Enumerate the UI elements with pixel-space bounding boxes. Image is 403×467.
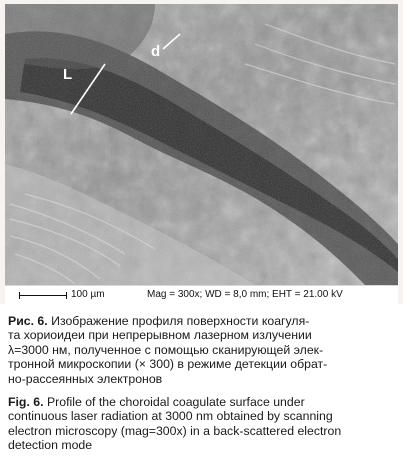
caption-en-line-1: Fig. 6. Profile of the choroidal coagulate surface under xyxy=(8,395,305,409)
sem-micrograph xyxy=(5,4,398,285)
caption-ru-line-5: но-рассеянных электронов xyxy=(8,371,163,386)
caption-ru-line-4: тронной микроскопии (× 300) в режиме детекции обрат- xyxy=(8,357,328,372)
caption-ru-line-2: та хориоидеи при непрерывном лазерном излучении xyxy=(8,328,312,343)
label-d: d xyxy=(151,43,161,60)
caption-english xyxy=(8,395,398,453)
scale-bar-label: 100 µm xyxy=(71,289,105,300)
scalebar-info-bar xyxy=(5,285,398,305)
caption-ru-line-1: Рис. 6. Изображение профиля поверхности коагуля- xyxy=(8,314,310,328)
caption-ru-label: Рис. 6. xyxy=(8,314,48,328)
micrograph-grain xyxy=(5,4,398,285)
caption-en-label: Fig. 6. xyxy=(8,395,44,409)
micrograph-image xyxy=(5,4,398,285)
caption-en-line-4: detection mode xyxy=(8,438,93,453)
caption-russian xyxy=(8,314,398,386)
scale-bar xyxy=(19,295,67,296)
caption-ru-line-3: λ=3000 нм, полученное с помощью сканирующей элек- xyxy=(8,342,324,357)
caption-en-line-2: continuous laser radiation at 3000 nm obtained by scanning xyxy=(8,409,333,424)
imaging-parameters: Mag = 300x; WD = 8,0 mm; EHT = 21.00 kV xyxy=(147,289,343,300)
caption-en-line-3: electron microscopy (mag=300x) in a back-scattered electron xyxy=(8,423,342,438)
label-l: L xyxy=(63,66,73,83)
